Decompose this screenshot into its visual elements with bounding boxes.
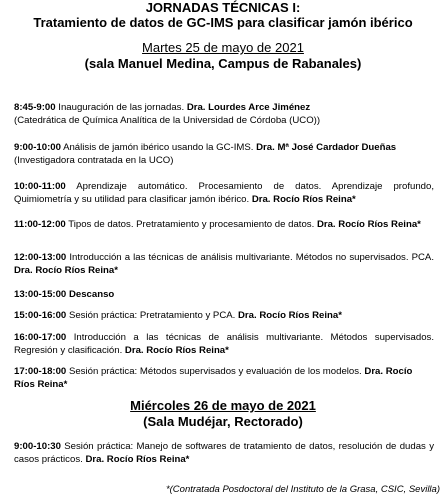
session-speaker: Dra. Rocío Ríos Reina*	[251, 193, 356, 205]
session-time: 15:00-16:00	[14, 310, 67, 321]
session-text: Sesión práctica: Métodos supervisados y evaluación de los modelos.	[66, 366, 365, 377]
day2-header	[0, 398, 446, 430]
session-item	[14, 102, 434, 127]
page-title: JORNADAS TÉCNICAS I:	[145, 0, 301, 15]
session-text: Sesión práctica: Pretratamiento y PCA.	[66, 310, 238, 321]
session-time: 9:00-10:00	[14, 142, 61, 153]
session-item	[14, 142, 434, 167]
session-speaker: Dra. Lourdes Arce Jiménez	[186, 102, 311, 113]
session-item	[14, 289, 434, 302]
session-time: 13:00-15:00	[14, 289, 67, 300]
session-note: (Investigadora contratada en la UCO)	[14, 154, 174, 166]
session-text: Descanso	[66, 289, 115, 300]
session-time: 8:45-9:00	[14, 102, 56, 113]
session-item	[14, 219, 434, 232]
session-text: Introducción a las técnicas de análisis multivariante. Métodos supervisados. Regresión y clasificación.	[14, 332, 434, 356]
day1-header	[0, 40, 446, 72]
session-note: (Catedrática de Química Analítica de la Universidad de Córdoba (UCO))	[14, 114, 321, 126]
session-item	[14, 252, 434, 277]
session-speaker: Dra. Rocío Ríos Reina*	[316, 219, 421, 230]
session-text: Tipos de datos. Pretratamiento y procesamiento de datos.	[65, 219, 317, 230]
session-time: 10:00-11:00	[14, 181, 66, 192]
day1-date: Martes 25 de mayo de 2021	[142, 40, 304, 55]
footnote: *(Contratada Posdoctoral del Instituto de la Grasa, CSIC, Sevilla)	[165, 484, 440, 495]
session-time: 17:00-18:00	[14, 366, 67, 377]
day1-venue: (sala Manuel Medina, Campus de Rabanales)	[84, 56, 362, 71]
session-time: 11:00-12:00	[14, 219, 66, 230]
session-speaker: Dra. Rocío Ríos Reina*	[14, 264, 118, 276]
session-item	[14, 366, 434, 391]
session-text: Análisis de jamón ibérico usando la GC-IMS.	[60, 142, 257, 153]
session-time: 12:00-13:00	[14, 252, 67, 263]
session-speaker: Dra. Rocío Ríos Reina*	[124, 344, 229, 356]
day2-date: Miércoles 26 de mayo de 2021	[130, 398, 316, 413]
session-text: Introducción a las técnicas de análisis multivariante. Métodos no supervisados. PCA.	[66, 252, 434, 263]
session-item	[14, 441, 434, 466]
session-item	[14, 181, 434, 206]
session-speaker: Dra. Mª José Cardador Dueñas	[256, 142, 397, 153]
page-subtitle: Tratamiento de datos de GC-IMS para clasificar jamón ibérico	[33, 15, 413, 30]
session-item	[14, 332, 434, 357]
session-speaker: Dra. Rocío Ríos Reina*	[85, 453, 190, 465]
session-speaker: Dra. Rocío Ríos Reina*	[237, 310, 342, 321]
session-text: Inauguración de las jornadas.	[55, 102, 187, 113]
session-time: 9:00-10:30	[14, 441, 61, 452]
session-speaker: Dra. Rocío Ríos Reina*	[14, 366, 413, 390]
day2-venue: (Sala Mudéjar, Rectorado)	[143, 414, 303, 429]
session-text: Aprendizaje automático. Procesamiento de datos. Aprendizaje profundo, Quimiometría y su utilidad para clasificar jamón ibérico.	[14, 181, 434, 205]
session-time: 16:00-17:00	[14, 332, 67, 343]
session-item	[14, 310, 434, 323]
session-text: Sesión práctica: Manejo de softwares de tratamiento de datos, resolución de dudas y casos prácticos.	[14, 441, 434, 465]
